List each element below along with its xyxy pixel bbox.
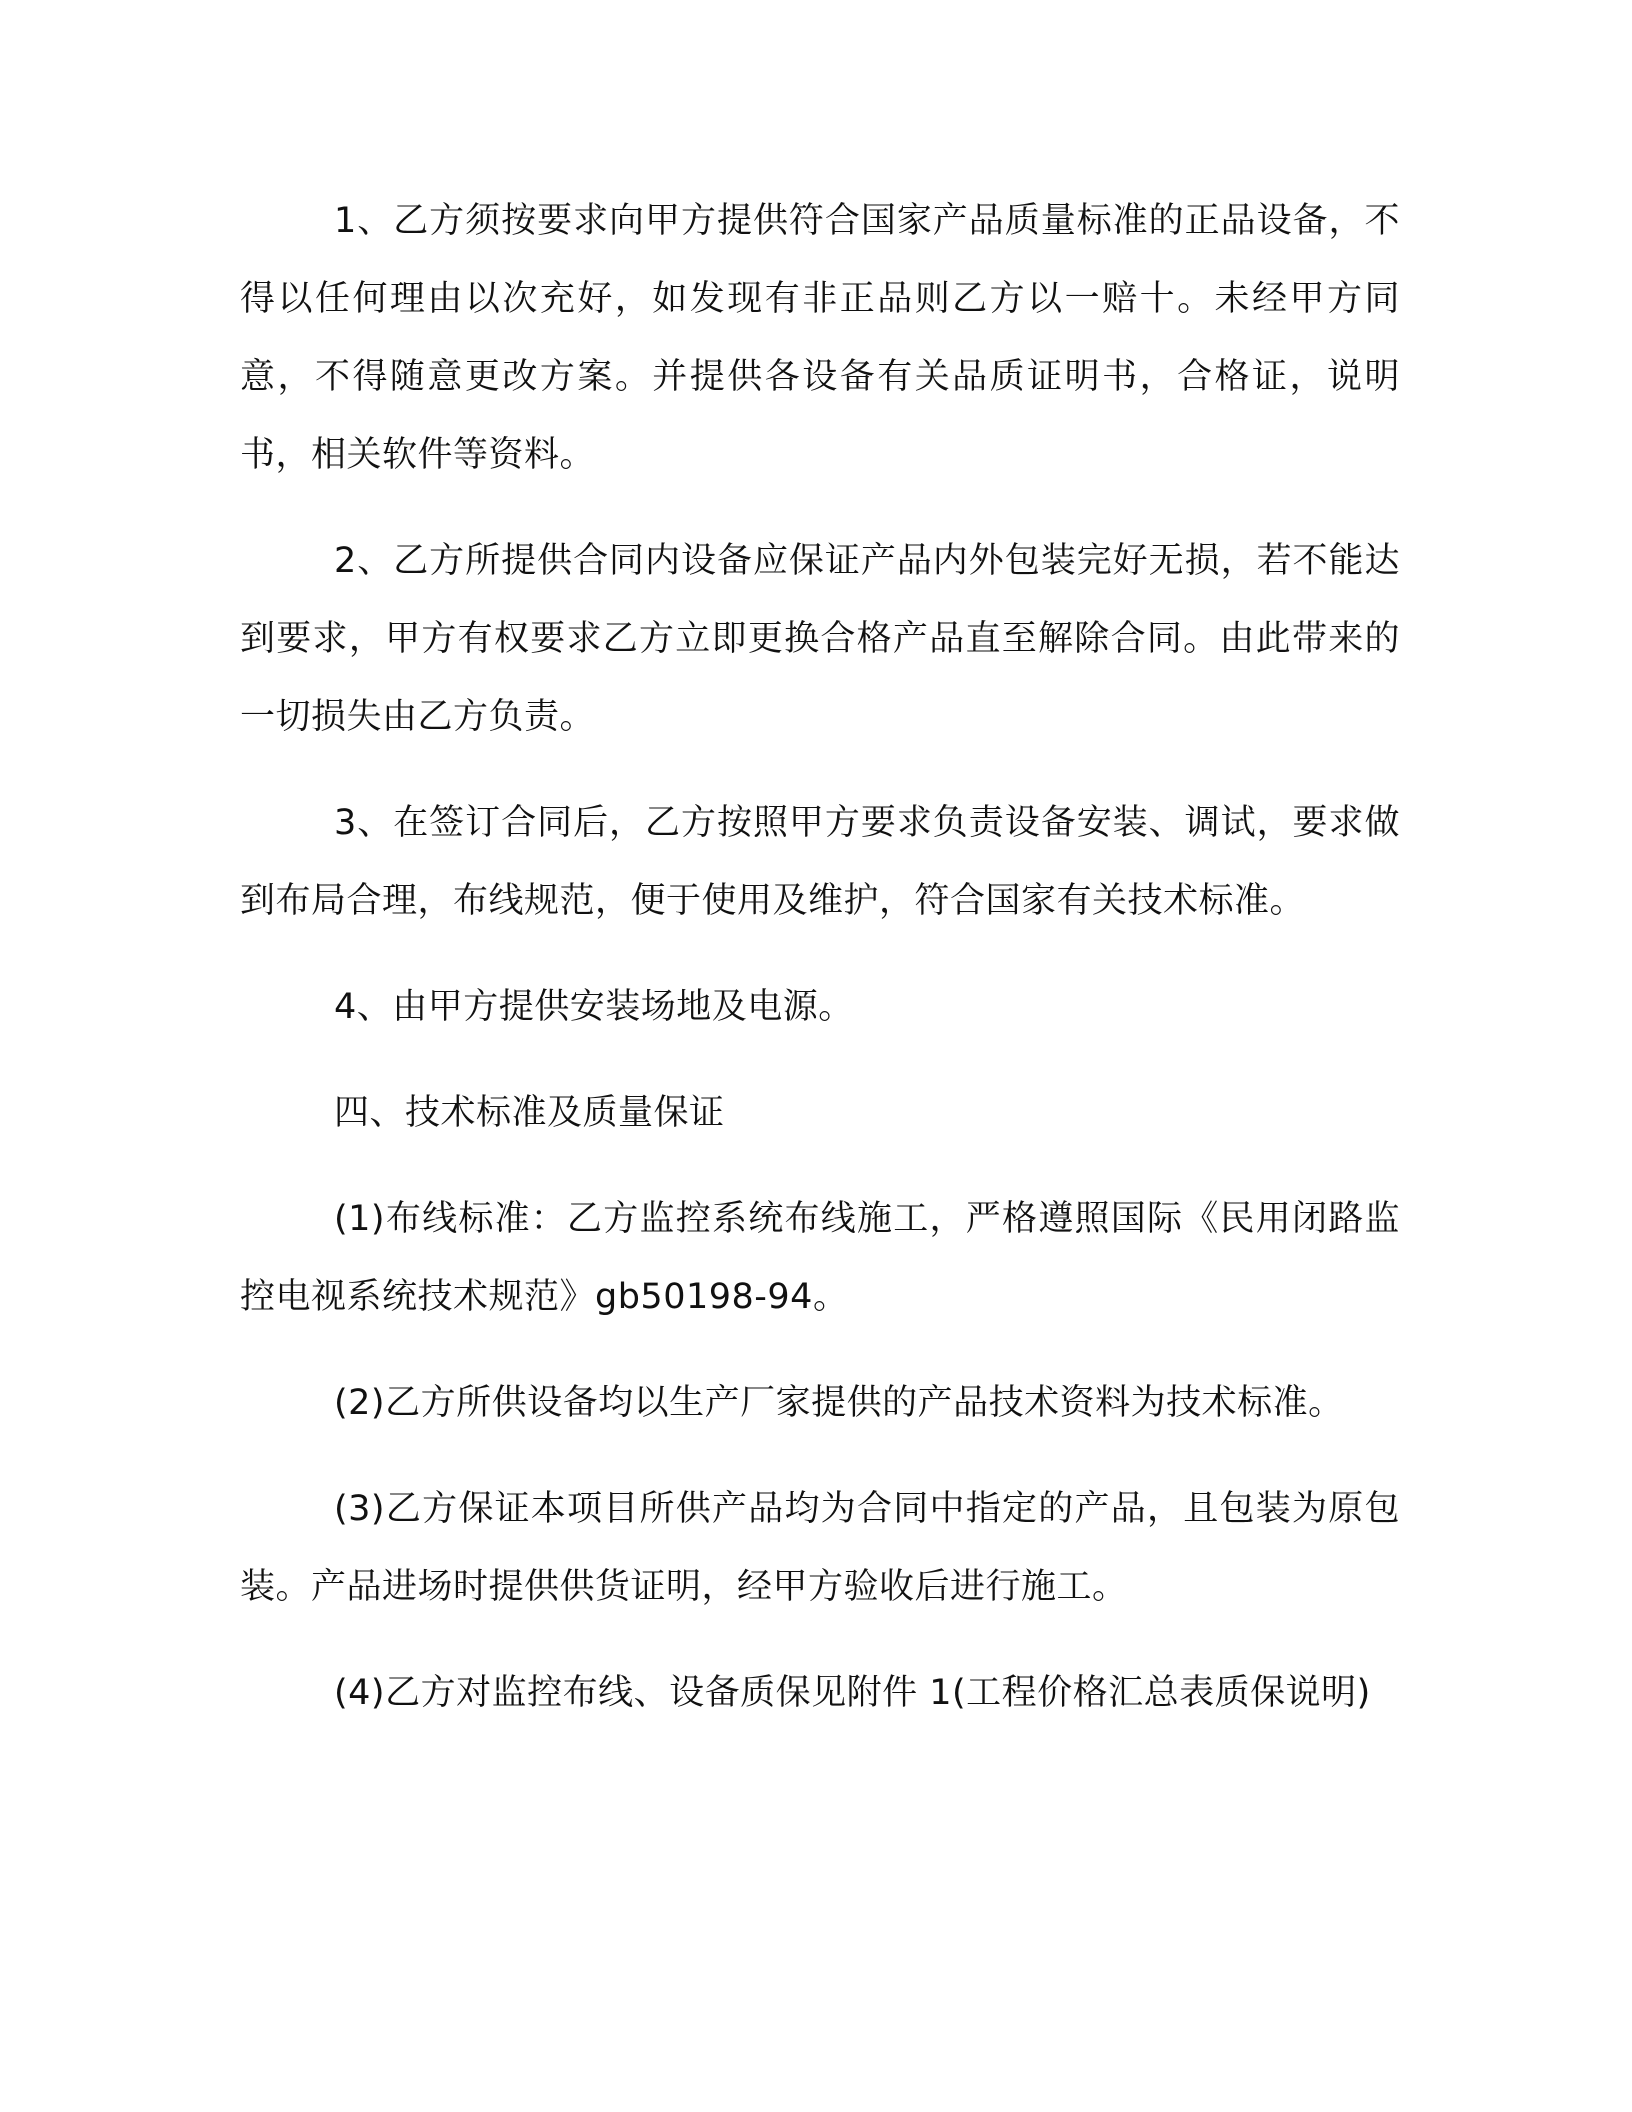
paragraph-item-2: (2)乙方所供设备均以生产厂家提供的产品技术资料为技术标准。 — [334, 1383, 1344, 1423]
paragraph-clause-2: 2、乙方所提供合同内设备应保证产品内外包装完好无损，若不能达到要求，甲方有权要求乙方立即更换合格产品直至解除合同。由此带来的一切损失由乙方负责。 — [240, 541, 1400, 737]
section-heading-technical-standards: 四、技术标准及质量保证 — [334, 1093, 725, 1133]
document-body — [240, 182, 1400, 1760]
paragraph-clause-3: 3、在签订合同后，乙方按照甲方要求负责设备安装、调试，要求做到布局合理，布线规范，便于使用及维护，符合国家有关技术标准。 — [240, 803, 1400, 921]
paragraph-item-3: (3)乙方保证本项目所供产品均为合同中指定的产品，且包装为原包装。产品进场时提供供货证明，经甲方验收后进行施工。 — [240, 1489, 1400, 1607]
paragraph-item-4: (4)乙方对监控布线、设备质保见附件 1(工程价格汇总表质保说明) — [334, 1673, 1371, 1713]
paragraph-clause-1: 1、乙方须按要求向甲方提供符合国家产品质量标准的正品设备，不得以任何理由以次充好，如发现有非正品则乙方以一赔十。未经甲方同意，不得随意更改方案。并提供各设备有关品质证明书，合格证，说明书，相关软件等资料。 — [240, 201, 1400, 475]
paragraph-clause-4: 4、由甲方提供安装场地及电源。 — [334, 987, 854, 1027]
paragraph-item-1: (1)布线标准：乙方监控系统布线施工，严格遵照国际《民用闭路监控电视系统技术规范》gb50198-94。 — [240, 1199, 1400, 1317]
